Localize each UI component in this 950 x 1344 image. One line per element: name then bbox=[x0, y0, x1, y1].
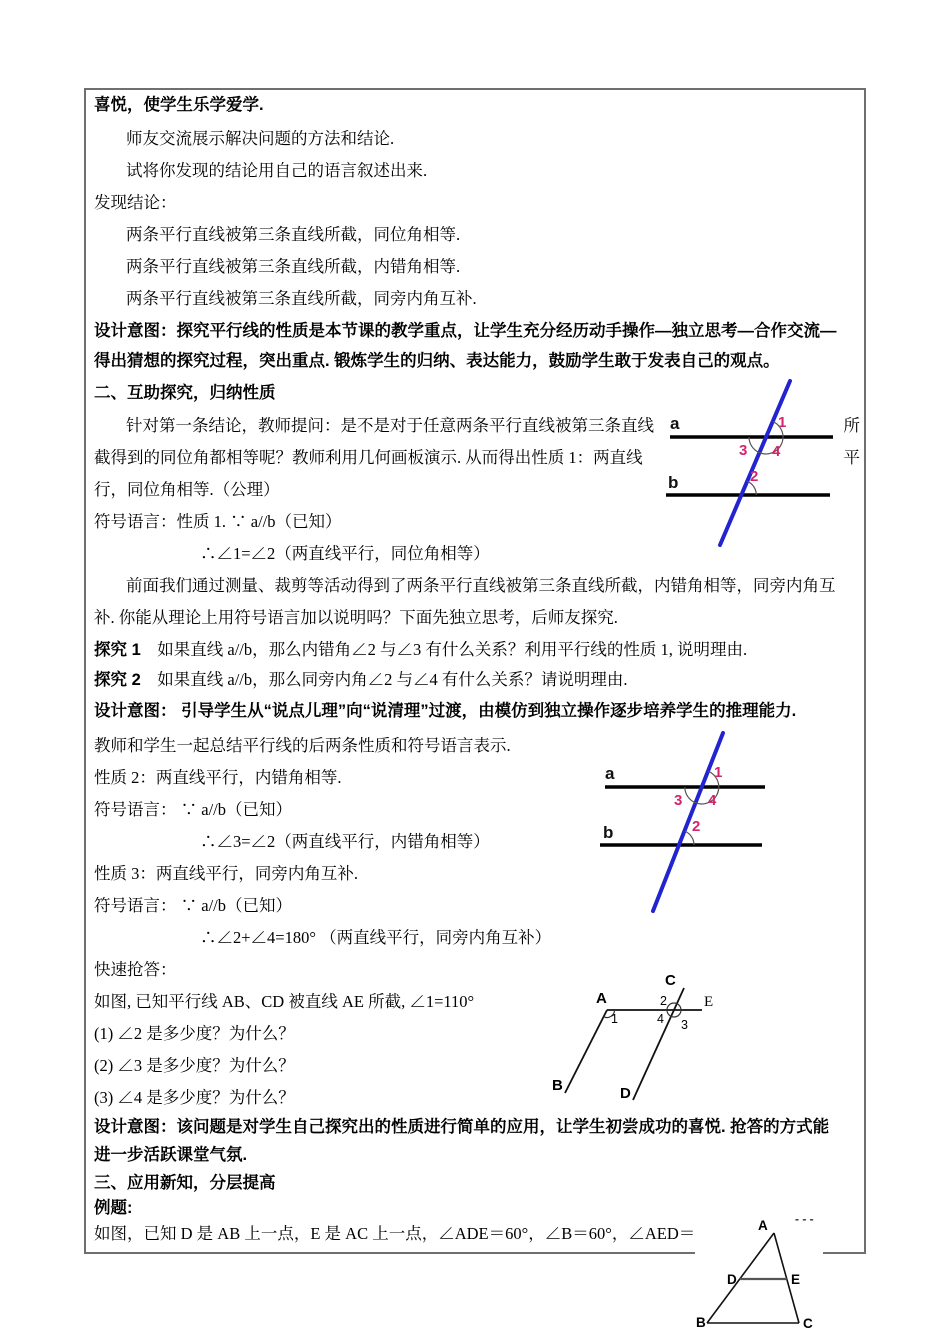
design-intent-line: 进一步活跃课堂气氛. bbox=[94, 1146, 248, 1164]
inquiry-1-label: 探究 1 bbox=[94, 641, 141, 659]
inquiry-2-label: 探究 2 bbox=[94, 671, 141, 689]
question-1-line: (1) ∠2 是多少度？为什么？ bbox=[94, 1024, 295, 1043]
angle-4-label: 4 bbox=[708, 792, 717, 809]
wrapped-text-line bbox=[94, 446, 862, 469]
design-intent-line: 得出猜想的探究过程，突出重点. 锻炼学生的归纳、表达能力，鼓励学生敢于发表自己的观点。 bbox=[94, 352, 780, 370]
text: 如果直线 a//b，那么同旁内角∠2 与∠4 有什么关系？请说明理由. bbox=[140, 670, 628, 689]
angle-2-label: 2 bbox=[692, 818, 701, 835]
property-3-line: 性质 3：两直线平行，同旁内角互补. bbox=[94, 864, 358, 883]
transversal-line bbox=[653, 733, 723, 911]
property-2-line: 性质 2：两直线平行，内错角相等. bbox=[94, 768, 342, 787]
wrap-right-char: 平 bbox=[843, 448, 860, 467]
text-line: 行，同位角相等.（公理） bbox=[94, 480, 280, 499]
section-heading-2: 二、互助探究，归纳性质 bbox=[94, 384, 276, 402]
text: 针对第一条结论，教师提问：是不是对于任意两条平行直线被第三条直线 bbox=[126, 416, 654, 435]
line-b-label: b bbox=[668, 473, 679, 492]
text-line: 前面我们通过测量、裁剪等活动得到了两条平行直线被第三条直线所截，内错角相等，同旁内角互 bbox=[126, 576, 836, 595]
point-E-label: E bbox=[704, 994, 714, 1010]
angle-3-label: 3 bbox=[674, 792, 683, 809]
inquiry-2-line bbox=[94, 668, 628, 692]
design-intent-line: 设计意图：该问题是对学生自己探究出的性质进行简单的应用，让学生初尝成功的喜悦. 抢答的方式能 bbox=[94, 1118, 830, 1136]
line-b-label: b bbox=[603, 823, 614, 842]
wrapped-text-line bbox=[126, 414, 894, 437]
point-D-label: D bbox=[727, 1272, 737, 1287]
section-intro-line: 喜悦，使学生乐学爱学. bbox=[94, 96, 264, 114]
angle-2-label: 2 bbox=[660, 994, 667, 1008]
text-line: 教师和学生一起总结平行线的后两条性质和符号语言表示. bbox=[94, 736, 511, 755]
angle-2-label: 2 bbox=[750, 468, 759, 485]
example-text-line: 如图，已知 D 是 AB 上一点，E 是 AC 上一点，∠ADE＝60°，∠B＝60°，∠AED＝ bbox=[94, 1224, 696, 1243]
conclusion-line: 两条平行直线被第三条直线所截，内错角相等. bbox=[126, 257, 461, 276]
point-B-label: B bbox=[552, 1077, 563, 1094]
text: 截得到的同位角都相等呢？教师利用几何画板演示. 从而得出性质 1：两直线 bbox=[94, 448, 643, 467]
design-intent-line: 设计意图：探究平行线的性质是本节课的教学重点，让学生充分经历动手操作—独立思考—合作交流— bbox=[94, 322, 837, 340]
point-A-label: A bbox=[596, 990, 607, 1007]
dash-marks: - - - bbox=[795, 1212, 814, 1226]
symbolic-language-line: ∴∠2+∠4=180° （两直线平行，同旁内角互补） bbox=[200, 928, 552, 947]
angle-1-label: 1 bbox=[778, 414, 787, 431]
symbolic-language-line: 符号语言：性质 1. ∵ a//b（已知） bbox=[94, 512, 342, 531]
angle-1-label: 1 bbox=[714, 764, 723, 781]
angle-4-label: 4 bbox=[657, 1012, 664, 1026]
design-intent-line: 设计意图： 引导学生从“说点儿理”向“说清理”过渡，由模仿到独立操作逐步培养学生的推理能力. bbox=[94, 702, 797, 720]
text: 如果直线 a//b，那么内错角∠2 与∠3 有什么关系？利用平行线的性质 1, 说明理由. bbox=[140, 640, 748, 659]
conclusion-line: 两条平行直线被第三条直线所截，同位角相等. bbox=[126, 225, 461, 244]
text-line: 如图, 已知平行线 AB、CD 被直线 AE 所截, ∠1=110° bbox=[94, 992, 475, 1011]
angle-1-label: 1 bbox=[611, 1012, 618, 1026]
example-heading: 例题: bbox=[94, 1199, 133, 1217]
symbolic-language-line: ∴∠1=∠2（两直线平行，同位角相等） bbox=[200, 544, 490, 563]
symbolic-language-line: 符号语言： ∵ a//b（已知） bbox=[94, 800, 292, 819]
text-line: 试将你发现的结论用自己的语言叙述出来. bbox=[126, 161, 428, 180]
angle-3-arc bbox=[685, 787, 696, 803]
point-D-label: D bbox=[620, 1085, 631, 1102]
question-3-line: (3) ∠4 是多少度？为什么？ bbox=[94, 1088, 295, 1107]
angle-4-label: 4 bbox=[772, 443, 781, 460]
symbolic-language-line: 符号语言： ∵ a//b（已知） bbox=[94, 896, 292, 915]
question-2-line: (2) ∠3 是多少度？为什么？ bbox=[94, 1056, 295, 1075]
angle-3-label: 3 bbox=[681, 1018, 688, 1032]
line-a-label: a bbox=[605, 764, 615, 783]
inquiry-1-line bbox=[94, 638, 747, 662]
quick-answer-heading: 快速抢答： bbox=[94, 960, 177, 979]
symbolic-language-line: ∴∠3=∠2（两直线平行，内错角相等） bbox=[200, 832, 490, 851]
line-AB bbox=[565, 1010, 607, 1093]
point-C-label: C bbox=[665, 972, 676, 989]
parallel-lines-diagram-2 bbox=[593, 726, 775, 918]
parallel-lines-diagram-1 bbox=[653, 378, 838, 560]
point-C-label: C bbox=[803, 1316, 813, 1331]
angle-3-label: 3 bbox=[739, 442, 748, 459]
point-A-label: A bbox=[758, 1218, 768, 1233]
text-line: 补. 你能从理论上用符号语言加以说明吗？下面先独立思考，后师友探究. bbox=[94, 608, 618, 627]
point-B-label: B bbox=[696, 1315, 706, 1330]
section-heading-3: 三、应用新知，分层提高 bbox=[94, 1174, 276, 1192]
example-triangle-figure bbox=[695, 1208, 823, 1336]
line-CD bbox=[633, 988, 684, 1100]
point-E-label: E bbox=[791, 1272, 801, 1287]
wrap-right-char: 所 bbox=[843, 416, 860, 435]
conclusion-line: 两条平行直线被第三条直线所截，同旁内角互补. bbox=[126, 289, 477, 308]
text-line: 发现结论： bbox=[94, 193, 177, 212]
line-a-label: a bbox=[670, 414, 680, 433]
text-line: 师友交流展示解决问题的方法和结论. bbox=[126, 129, 395, 148]
quick-answer-figure bbox=[548, 972, 718, 1107]
